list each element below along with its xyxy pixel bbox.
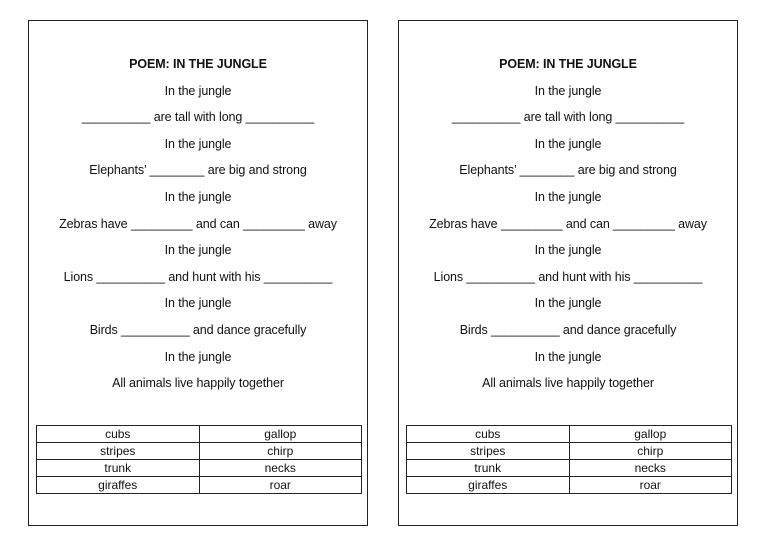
word-cell: chirp (569, 443, 732, 460)
poem-line: In the jungle (164, 136, 232, 151)
word-bank-table (406, 425, 732, 494)
poem-line: In the jungle (164, 349, 232, 364)
poem-title: POEM: IN THE JUNGLE (499, 57, 637, 71)
word-bank-table (36, 425, 362, 494)
poem-line: Lions __________ and hunt with his __________ (63, 269, 333, 284)
word-cell: trunk (37, 460, 200, 477)
poem-line: In the jungle (164, 189, 232, 204)
poem-line: Lions __________ and hunt with his __________ (433, 269, 703, 284)
poem-line: In the jungle (534, 349, 602, 364)
word-cell: giraffes (407, 477, 570, 494)
poem-line: In the jungle (534, 243, 602, 258)
poem-line: In the jungle (534, 83, 602, 98)
table-row (37, 477, 362, 494)
poem-line: Zebras have _________ and can _________ away (429, 216, 707, 231)
table-row (407, 460, 732, 477)
word-cell: cubs (37, 426, 200, 443)
word-cell: necks (199, 460, 362, 477)
poem-line: __________ are tall with long __________ (451, 110, 685, 125)
word-cell: necks (569, 460, 732, 477)
poem-line: __________ are tall with long __________ (81, 110, 315, 125)
table-row (407, 477, 732, 494)
poem-title: POEM: IN THE JUNGLE (129, 57, 267, 71)
poem-line: In the jungle (164, 243, 232, 258)
poem-line: Birds __________ and dance gracefully (89, 322, 307, 337)
table-row (407, 426, 732, 443)
poem-line: Elephants’ ________ are big and strong (459, 163, 677, 178)
word-cell: giraffes (37, 477, 200, 494)
word-cell: cubs (407, 426, 570, 443)
worksheet-right (398, 20, 738, 526)
worksheet-left (28, 20, 368, 526)
poem-line: All animals live happily together (482, 376, 654, 391)
poem-line: In the jungle (534, 189, 602, 204)
poem-line: In the jungle (534, 136, 602, 151)
table-row (37, 426, 362, 443)
table-row (37, 460, 362, 477)
word-cell: stripes (407, 443, 570, 460)
poem (399, 51, 737, 397)
word-cell: roar (199, 477, 362, 494)
word-cell: trunk (407, 460, 570, 477)
poem-line: Elephants’ ________ are big and strong (89, 163, 307, 178)
table-row (407, 443, 732, 460)
poem-line: All animals live happily together (112, 376, 284, 391)
poem-line: In the jungle (534, 296, 602, 311)
poem-line: Birds __________ and dance gracefully (459, 322, 677, 337)
poem-line: Zebras have _________ and can _________ away (59, 216, 337, 231)
word-cell: roar (569, 477, 732, 494)
table-row (37, 443, 362, 460)
poem (29, 51, 367, 397)
word-cell: gallop (569, 426, 732, 443)
poem-line: In the jungle (164, 296, 232, 311)
poem-line: In the jungle (164, 83, 232, 98)
word-cell: gallop (199, 426, 362, 443)
word-cell: stripes (37, 443, 200, 460)
word-cell: chirp (199, 443, 362, 460)
